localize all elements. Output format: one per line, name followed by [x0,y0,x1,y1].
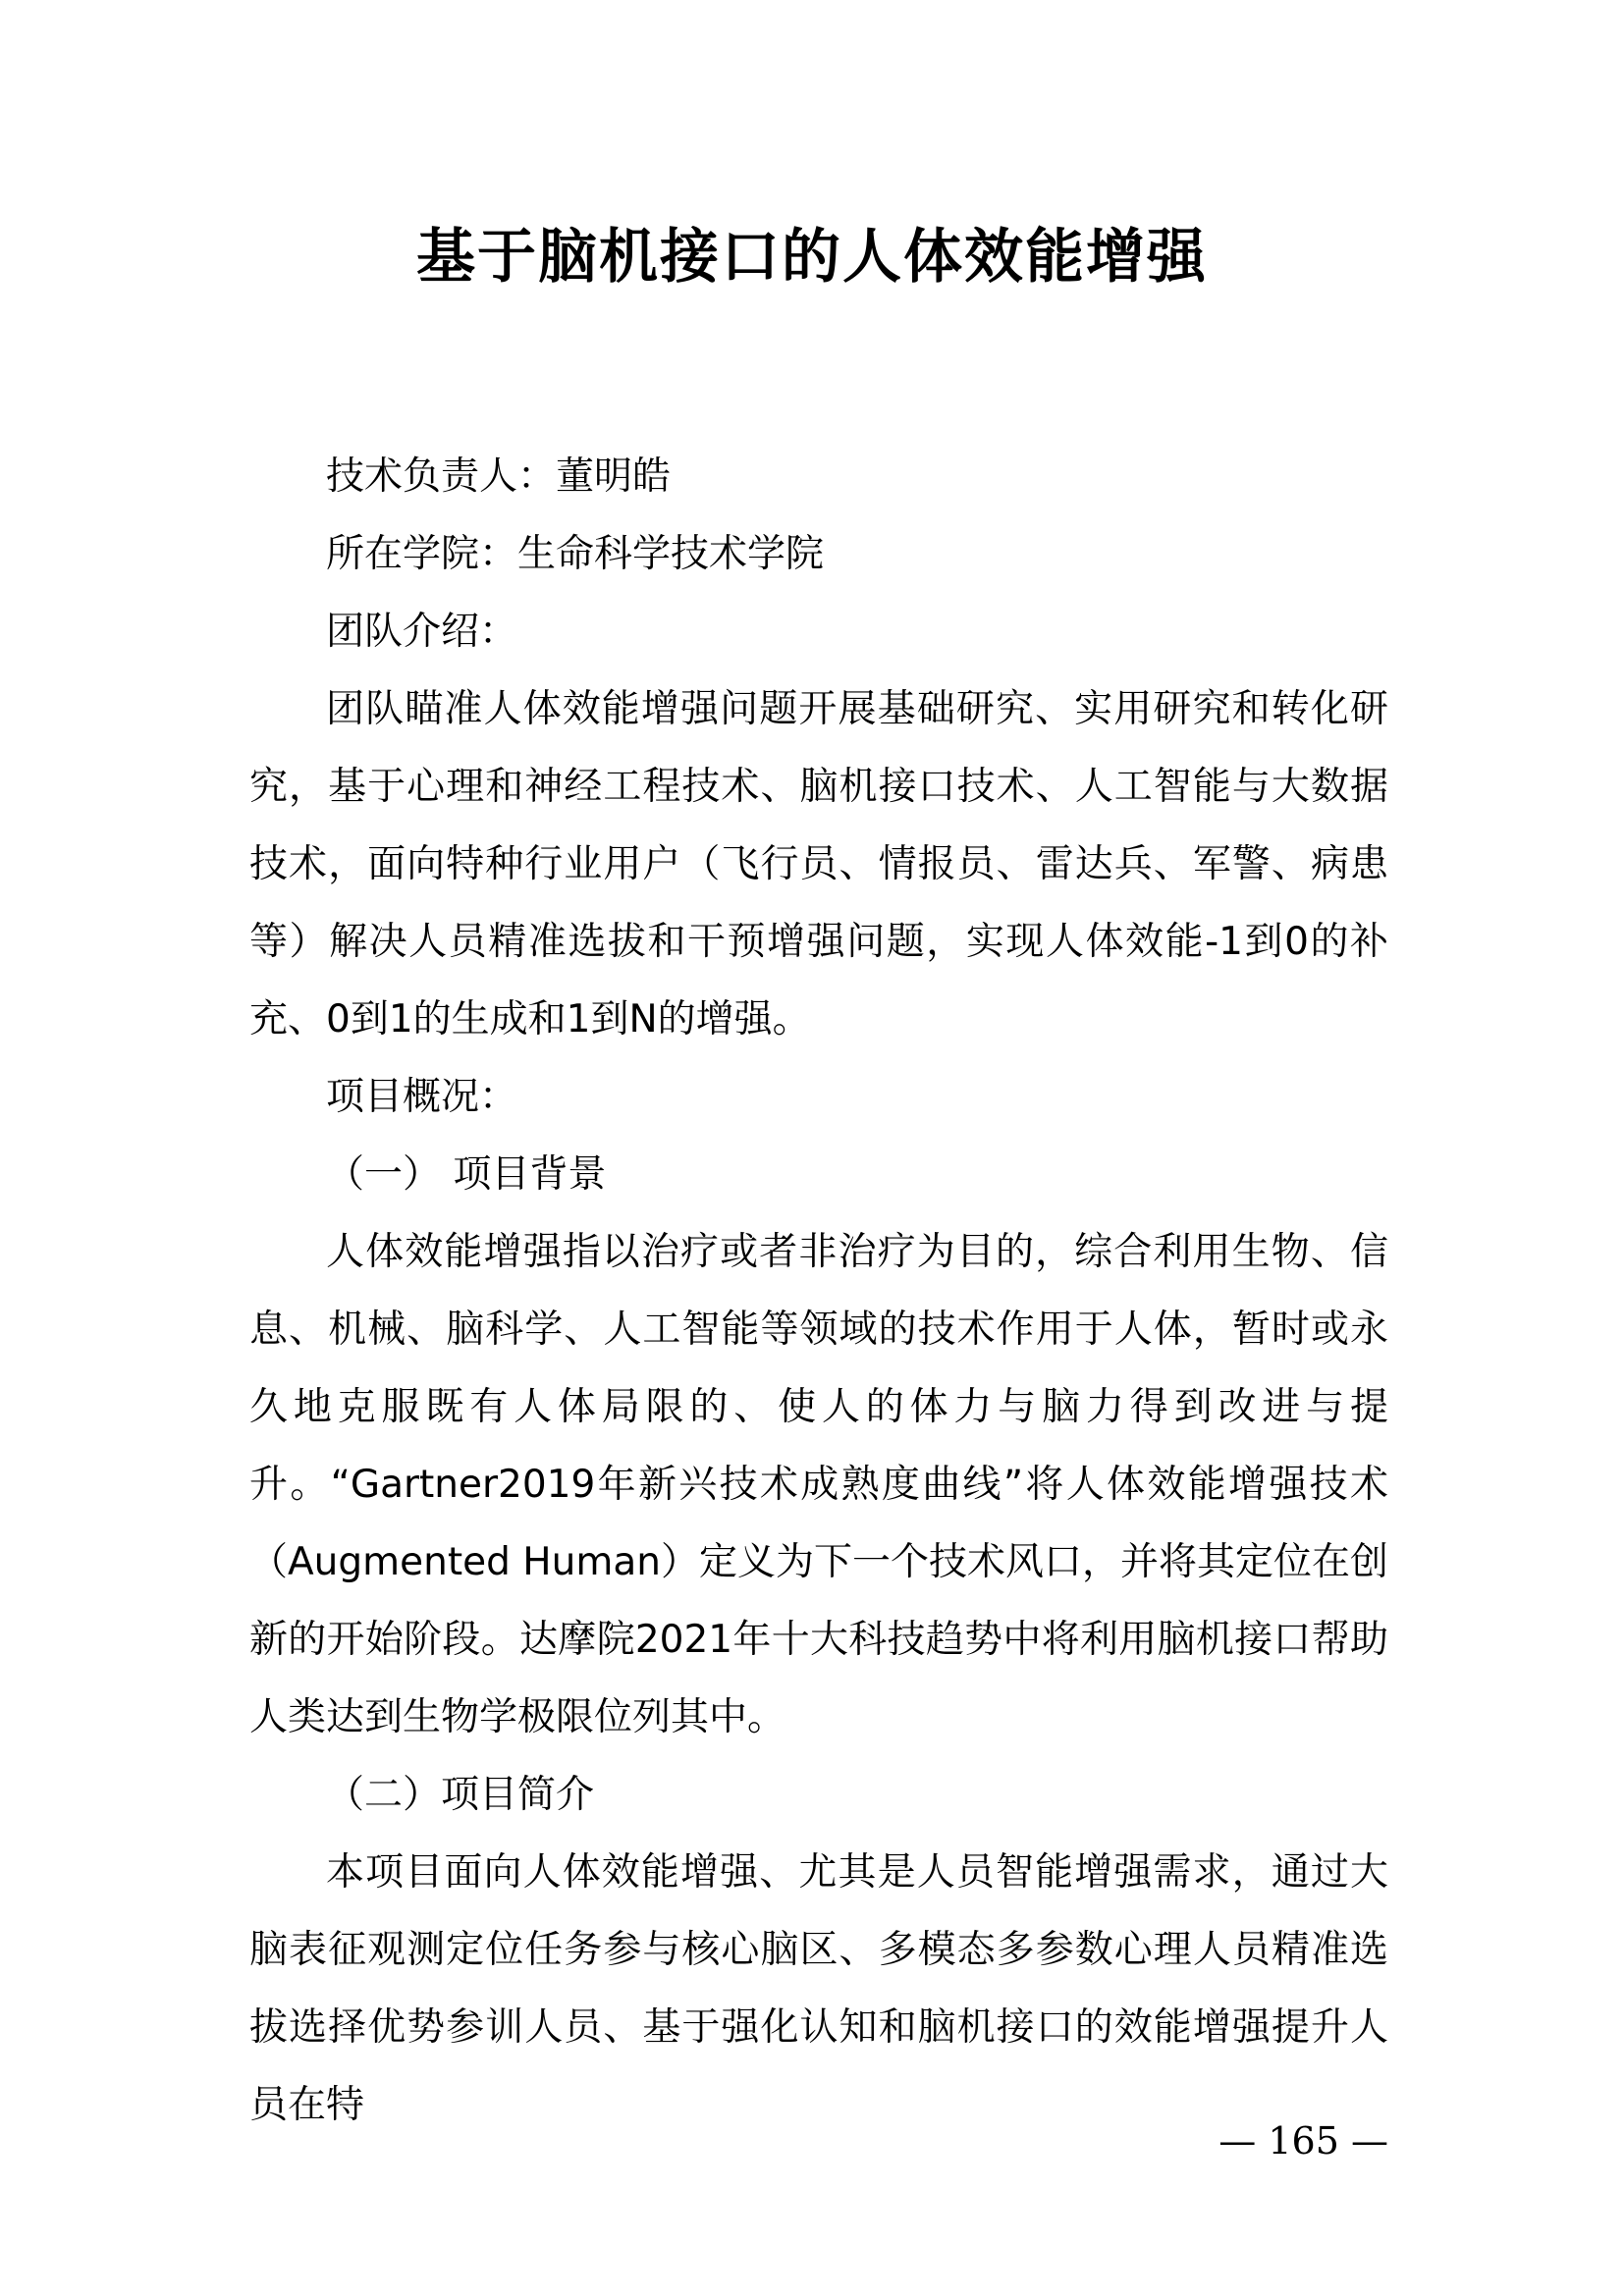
college-line: 所在学院：生命科学技术学院 [326,532,825,576]
document-title: 基于脑机接口的人体效能增强 [416,223,1208,292]
section-1-paragraph: 人体效能增强指以治疗或者非治疗为目的，综合利用生物、信息、机械、脑科学、人工智能等领域的技术作用于人体，暂时或永久地克服既有人体局限的、使人的体力与脑力得到改进与提升。“Gartner2019年新兴技术成熟度曲线”将人体效能增强技术（Augmented Human）定义为下一个技术风口，并将其定位在创新的开始阶段。达摩院2021年十大科技趋势中将利用脑机接口帮助人类达到生物学极限位列其中。 [249,1230,1388,1739]
page-number: — 165 — [1218,2119,1388,2163]
section-2-heading: （二）项目简介 [326,1773,595,1817]
tech-lead-line: 技术负责人：董明皓 [326,454,672,499]
section-1-heading: （一） 项目背景 [326,1152,607,1197]
section-2-paragraph: 本项目面向人体效能增强、尤其是人员智能增强需求，通过大脑表征观测定位任务参与核心脑区、多模态多参数心理人员精准选拔选择优势参训人员、基于强化认知和脑机接口的效能增强提升人员在特 [249,1850,1388,2127]
team-heading: 团队介绍： [326,610,518,654]
document-body [249,438,1388,2144]
team-paragraph: 团队瞄准人体效能增强问题开展基础研究、实用研究和转化研究，基于心理和神经工程技术、脑机接口技术、人工智能与大数据技术，面向特种行业用户（飞行员、情报员、雷达兵、军警、病患等）解决人员精准选拔和干预增强问题，实现人体效能-1到0的补充、0到1的生成和1到N的增强。 [249,687,1388,1041]
overview-heading: 项目概况： [326,1075,518,1119]
